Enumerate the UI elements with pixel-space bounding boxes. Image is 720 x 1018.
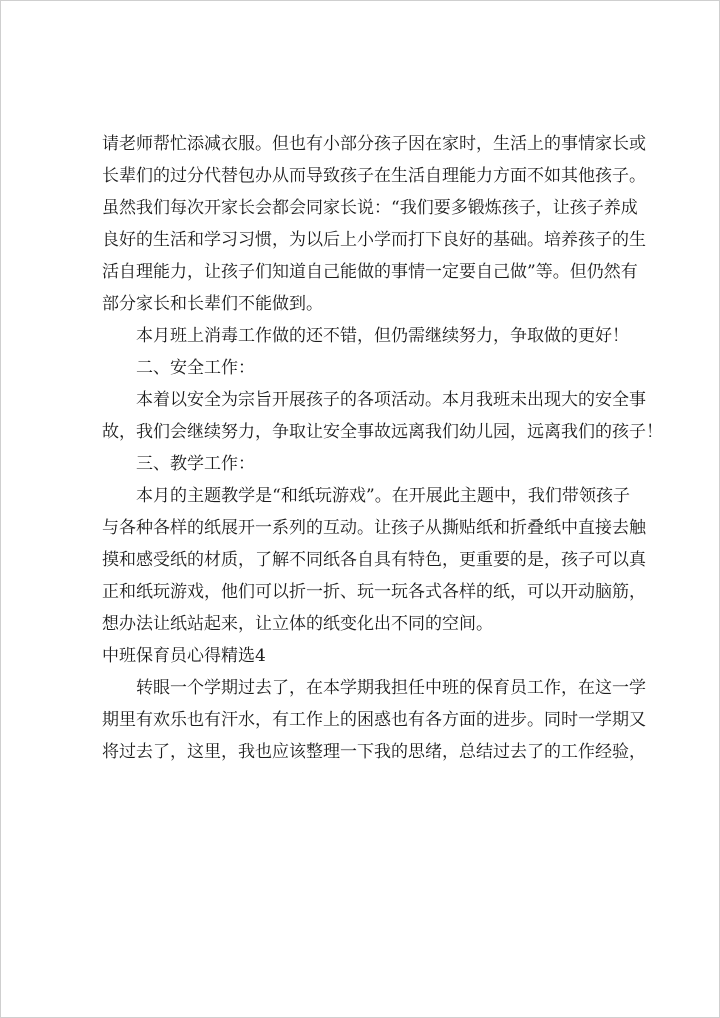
text-line: 本着以安全为宗旨开展孩子的各项活动。本月我班未出现大的安全事	[136, 390, 646, 410]
article-title: 中班保育员心得精选4	[102, 646, 266, 666]
text-line: 摸和感受纸的材质，了解不同纸各自具有特色，更重要的是，孩子可以真	[102, 550, 646, 570]
document-body	[102, 128, 663, 768]
text-line: 故，我们会继续努力，争取让安全事故远离我们幼儿园，远离我们的孩子！	[102, 422, 663, 442]
text-line: 请老师帮忙添减衣服。但也有小部分孩子因在家时，生活上的事情家长或	[102, 134, 646, 154]
text-line: 将过去了，这里，我也应该整理一下我的思绪，总结过去了的工作经验，	[102, 742, 646, 762]
text-line: 良好的生活和学习习惯，为以后上小学而打下良好的基础。培养孩子的生	[102, 230, 646, 250]
text-line: 与各种各样的纸展开一系列的互动。让孩子从撕贴纸和折叠纸中直接去触	[102, 518, 646, 538]
text-line: 正和纸玩游戏，他们可以折一折、玩一玩各式各样的纸，可以开动脑筋，	[102, 582, 646, 602]
text-line: 部分家长和长辈们不能做到。	[102, 294, 323, 314]
text-line: 想办法让纸站起来，让立体的纸变化出不同的空间。	[102, 614, 493, 634]
text-line: 转眼一个学期过去了，在本学期我担任中班的保育员工作，在这一学	[136, 678, 646, 698]
section-heading-safety: 二、安全工作：	[136, 358, 255, 378]
text-line: 本月班上消毒工作做的还不错，但仍需继续努力，争取做的更好！	[136, 326, 629, 346]
text-line: 期里有欢乐也有汗水，有工作上的困惑也有各方面的进步。同时一学期又	[102, 710, 646, 730]
text-line: 活自理能力，让孩子们知道自己能做的事情一定要自己做”等。但仍然有	[102, 262, 638, 282]
section-heading-teaching: 三、教学工作：	[136, 454, 255, 474]
text-line: 本月的主题教学是“和纸玩游戏”。在开展此主题中，我们带领孩子	[136, 486, 630, 506]
text-line: 长辈们的过分代替包办从而导致孩子在生活自理能力方面不如其他孩子。	[102, 166, 646, 186]
text-line: 虽然我们每次开家长会都会同家长说：“我们要多锻炼孩子，让孩子养成	[102, 198, 638, 218]
